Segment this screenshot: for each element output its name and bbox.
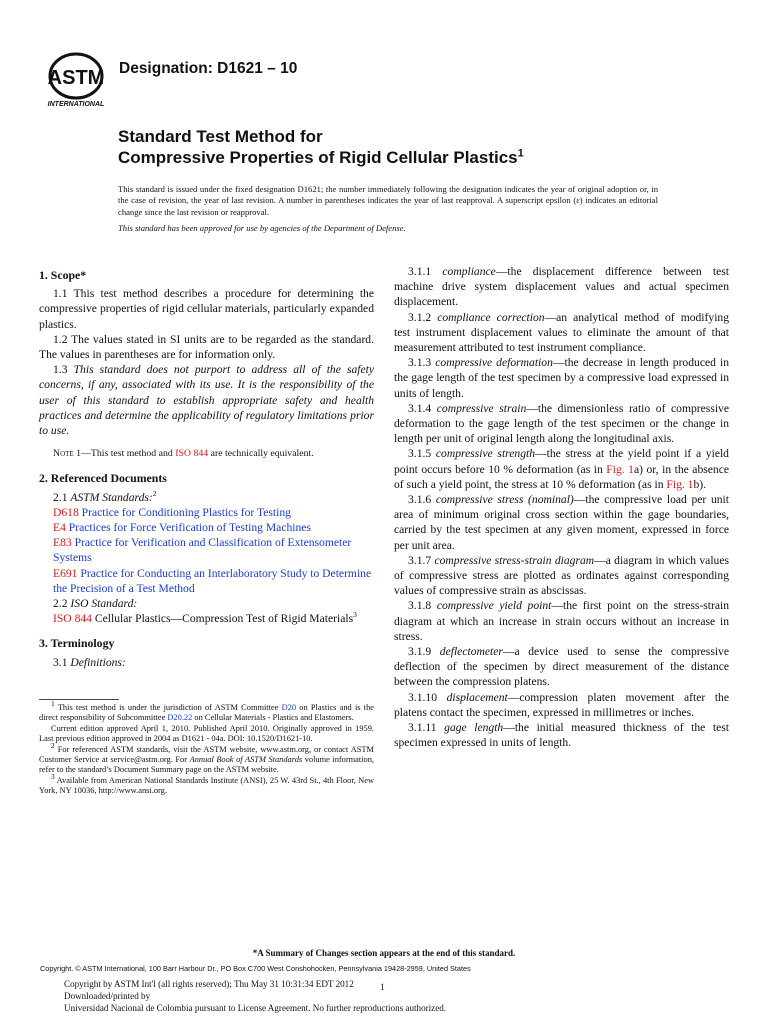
para-1-1: 1.1 This test method describes a procedure for determining the compressive properties of rigid cellular materials, particularly expanded plastics. [39, 287, 374, 331]
footnote-1: $^1$ This test method is under the jurisdiction of ASTM Committee D20 on Plastics and is the direct responsibility of Subcommittee D20.22 on Cellular Materials - Plastics and Elastomers. [39, 699, 374, 723]
definition-item: 3.1.8 compressive yield point—the first point on the stress-strain diagram at which an increase in strain occurs without an increase in stress. [394, 599, 729, 643]
intro-block [118, 184, 658, 235]
dod-approval: This standard has been approved for use by agencies of the Department of Defense. [118, 223, 406, 234]
reference-code-link[interactable]: E83 [53, 536, 72, 550]
title-footnote-ref[interactable]: 1 [517, 147, 524, 160]
iso-code-link[interactable]: ISO 844 [53, 612, 92, 626]
reference-item [39, 520, 374, 535]
definition-item: 3.1.11 gage length—the initial measured thickness of the test specimen expressed in units of length. [394, 721, 729, 750]
iso-844-link[interactable]: ISO 844 [175, 448, 209, 460]
left-column [39, 264, 374, 670]
reference-title-link[interactable]: Practice for Conducting an Interlaboratory Study to Determine the Precision of a Test Method [53, 566, 372, 595]
para-2-2: 2.2 ISO Standard: [53, 597, 138, 611]
reference-code-link[interactable]: E691 [53, 566, 78, 580]
definition-item: 3.1.2 compliance correction—an analytical method of modifying test instrument displacement values to eliminate the amount of that measurement attributed to test instrument compliance. [394, 310, 730, 355]
definition-item: 3.1.4 compressive strain—the dimensionless ratio of compressive deformation to the gage length of the test specimen or the change in length per unit of original length along the longitudinal axis. [394, 401, 729, 446]
reference-title-link[interactable]: Practice for Verification and Classification of Extensometer Systems [53, 536, 352, 565]
committee-d20-link[interactable]: D20 [281, 703, 297, 712]
astm-logo [40, 52, 112, 108]
title-line-1: Standard Test Method for [118, 127, 323, 146]
section-scope-heading: 1. Scope* [39, 268, 87, 282]
copyright-line: Copyright. © ASTM International, 100 Barr Harbour Dr., PO Box C700 West Conshohocken, Pennsylvania 19428-2959, United States [40, 964, 471, 973]
para-1-2: 1.2 The values stated in SI units are to be regarded as the standard. The values in parentheses are for information only. [39, 332, 374, 362]
designation: Designation: D1621 – 10 [119, 60, 298, 77]
section-referenced-heading: 2. Referenced Documents [39, 471, 167, 486]
reference-item [39, 535, 374, 565]
intro-text: This standard is issued under the fixed designation D1621; the number immediately following the designation indicates the year of original adoption or, in the case of revision, the year of last revision. A number in parentheses indicates the year of last reapproval. A superscript epsilon (ε) indicates an editorial change since the last revision or reapproval. [118, 184, 658, 217]
definition-item: 3.1.9 deflectometer—a device used to sense the compressive deflection of the specimen by direct measurement of the distance between the compression platens. [394, 645, 729, 689]
subcommittee-d20-22-link[interactable]: D20.22 [167, 713, 193, 723]
reference-code-link[interactable]: D618 [53, 505, 79, 519]
fig-1a-link[interactable]: Fig. 1 [606, 462, 634, 476]
definition-item: 3.1.6 compressive stress (nominal)—the compressive load per unit area of minimum original cross section within the gage boundaries, carried by the test specimen at any given moment, expressed in force per unit area. [394, 493, 729, 552]
para-1-3: 1.3 This standard does not purport to address all of the safety concerns, if any, associated with its use. It is the responsibility of the user of this standard to establish appropriate safety and health practices and determine the applicability of regulatory limitations prior to use. [39, 363, 374, 438]
section-terminology-heading: 3. Terminology [39, 636, 115, 651]
iso-reference-item: ISO 844 Cellular Plastics—Compression Test of Rigid Materials$^3$ [53, 610, 357, 626]
astm-logo-subtext: INTERNATIONAL [47, 101, 105, 108]
definition-item: 3.1.1 compliance—the displacement difference between test machine drive system displacement values and actual specimen displacement. [394, 265, 729, 309]
license-block [64, 978, 446, 1015]
reference-title-link[interactable]: Practice for Conditioning Plastics for Testing [81, 505, 291, 519]
right-column [394, 264, 729, 751]
definition-item: 3.1.10 displacement—compression platen movement after the platens contact the specimen, expressed in millimetres or inches. [394, 690, 729, 719]
para-3-1: 3.1 Definitions: [53, 655, 126, 669]
footnote-3: $^3$ Available from American National Standards Institute (ANSI), 25 W. 43rd St., 4th Floor, New York, NY 10036, http://www.ansi.org. [39, 772, 374, 796]
page-number: 1 [380, 983, 385, 993]
fig-1b-link[interactable]: Fig. 1 [666, 477, 694, 491]
summary-of-changes-notice: *A Summary of Changes section appears at the end of this standard. [252, 948, 516, 958]
license-line-2: Downloaded/printed by [64, 991, 151, 1002]
para-2-1: 2.1 ASTM Standards:$^2$ [53, 488, 157, 504]
footnote-1-edition: Current edition approved April 1, 2010. Published April 2010. Originally approved in 1959. Last previous edition approved in 2004 as D1621 - 04a. DOI: 10.1520/D1621-10. [39, 723, 374, 744]
definition-item: 3.1.7 compressive stress-strain diagram—a diagram in which values of compressive stress are plotted as ordinates against corresponding values of compressive strain as abscissas. [394, 553, 729, 598]
reference-code-link[interactable]: E4 [53, 521, 66, 535]
page-title [118, 126, 524, 168]
astm-logo-text: ASTM [47, 67, 105, 89]
astm-reference-list [39, 505, 374, 596]
license-line-3: Universidad Nacional de Colombia pursuant to License Agreement. No further reproductions authorized. [64, 1003, 447, 1014]
title-line-2: Compressive Properties of Rigid Cellular Plastics$^1$ [118, 147, 524, 167]
note-1: Note 1—This test method and ISO 844 are technically equivalent. [53, 448, 314, 460]
reference-title-link[interactable]: Practices for Force Verification of Testing Machines [68, 521, 311, 535]
definition-item-3-1-5: 3.1.5 compressive strength—the stress at the yield point if a yield point occurs before 10 % deformation (as in Fig. 1a) or, in the absence of such a yield point, the stress at 10 % deformation (as in Fig. 1b). [394, 447, 729, 491]
license-line-1: Copyright by ASTM Int'l (all rights reserved); Thu May 31 10:31:34 EDT 2012 [64, 979, 354, 989]
reference-item [39, 505, 374, 520]
reference-item [39, 566, 374, 596]
footnote-2: $^2$ For referenced ASTM standards, visit the ASTM website, www.astm.org, or contact ASTM Customer Service at service@astm.org. For Annual Book of ASTM Standards volume information, refer to the standard’s Document Summary page on the ASTM website. [39, 740, 375, 775]
definition-item: 3.1.3 compressive deformation—the decrease in length produced in the gage length of the test specimen by a compressive load expressed in units of length. [394, 356, 729, 400]
footnotes [39, 699, 375, 797]
